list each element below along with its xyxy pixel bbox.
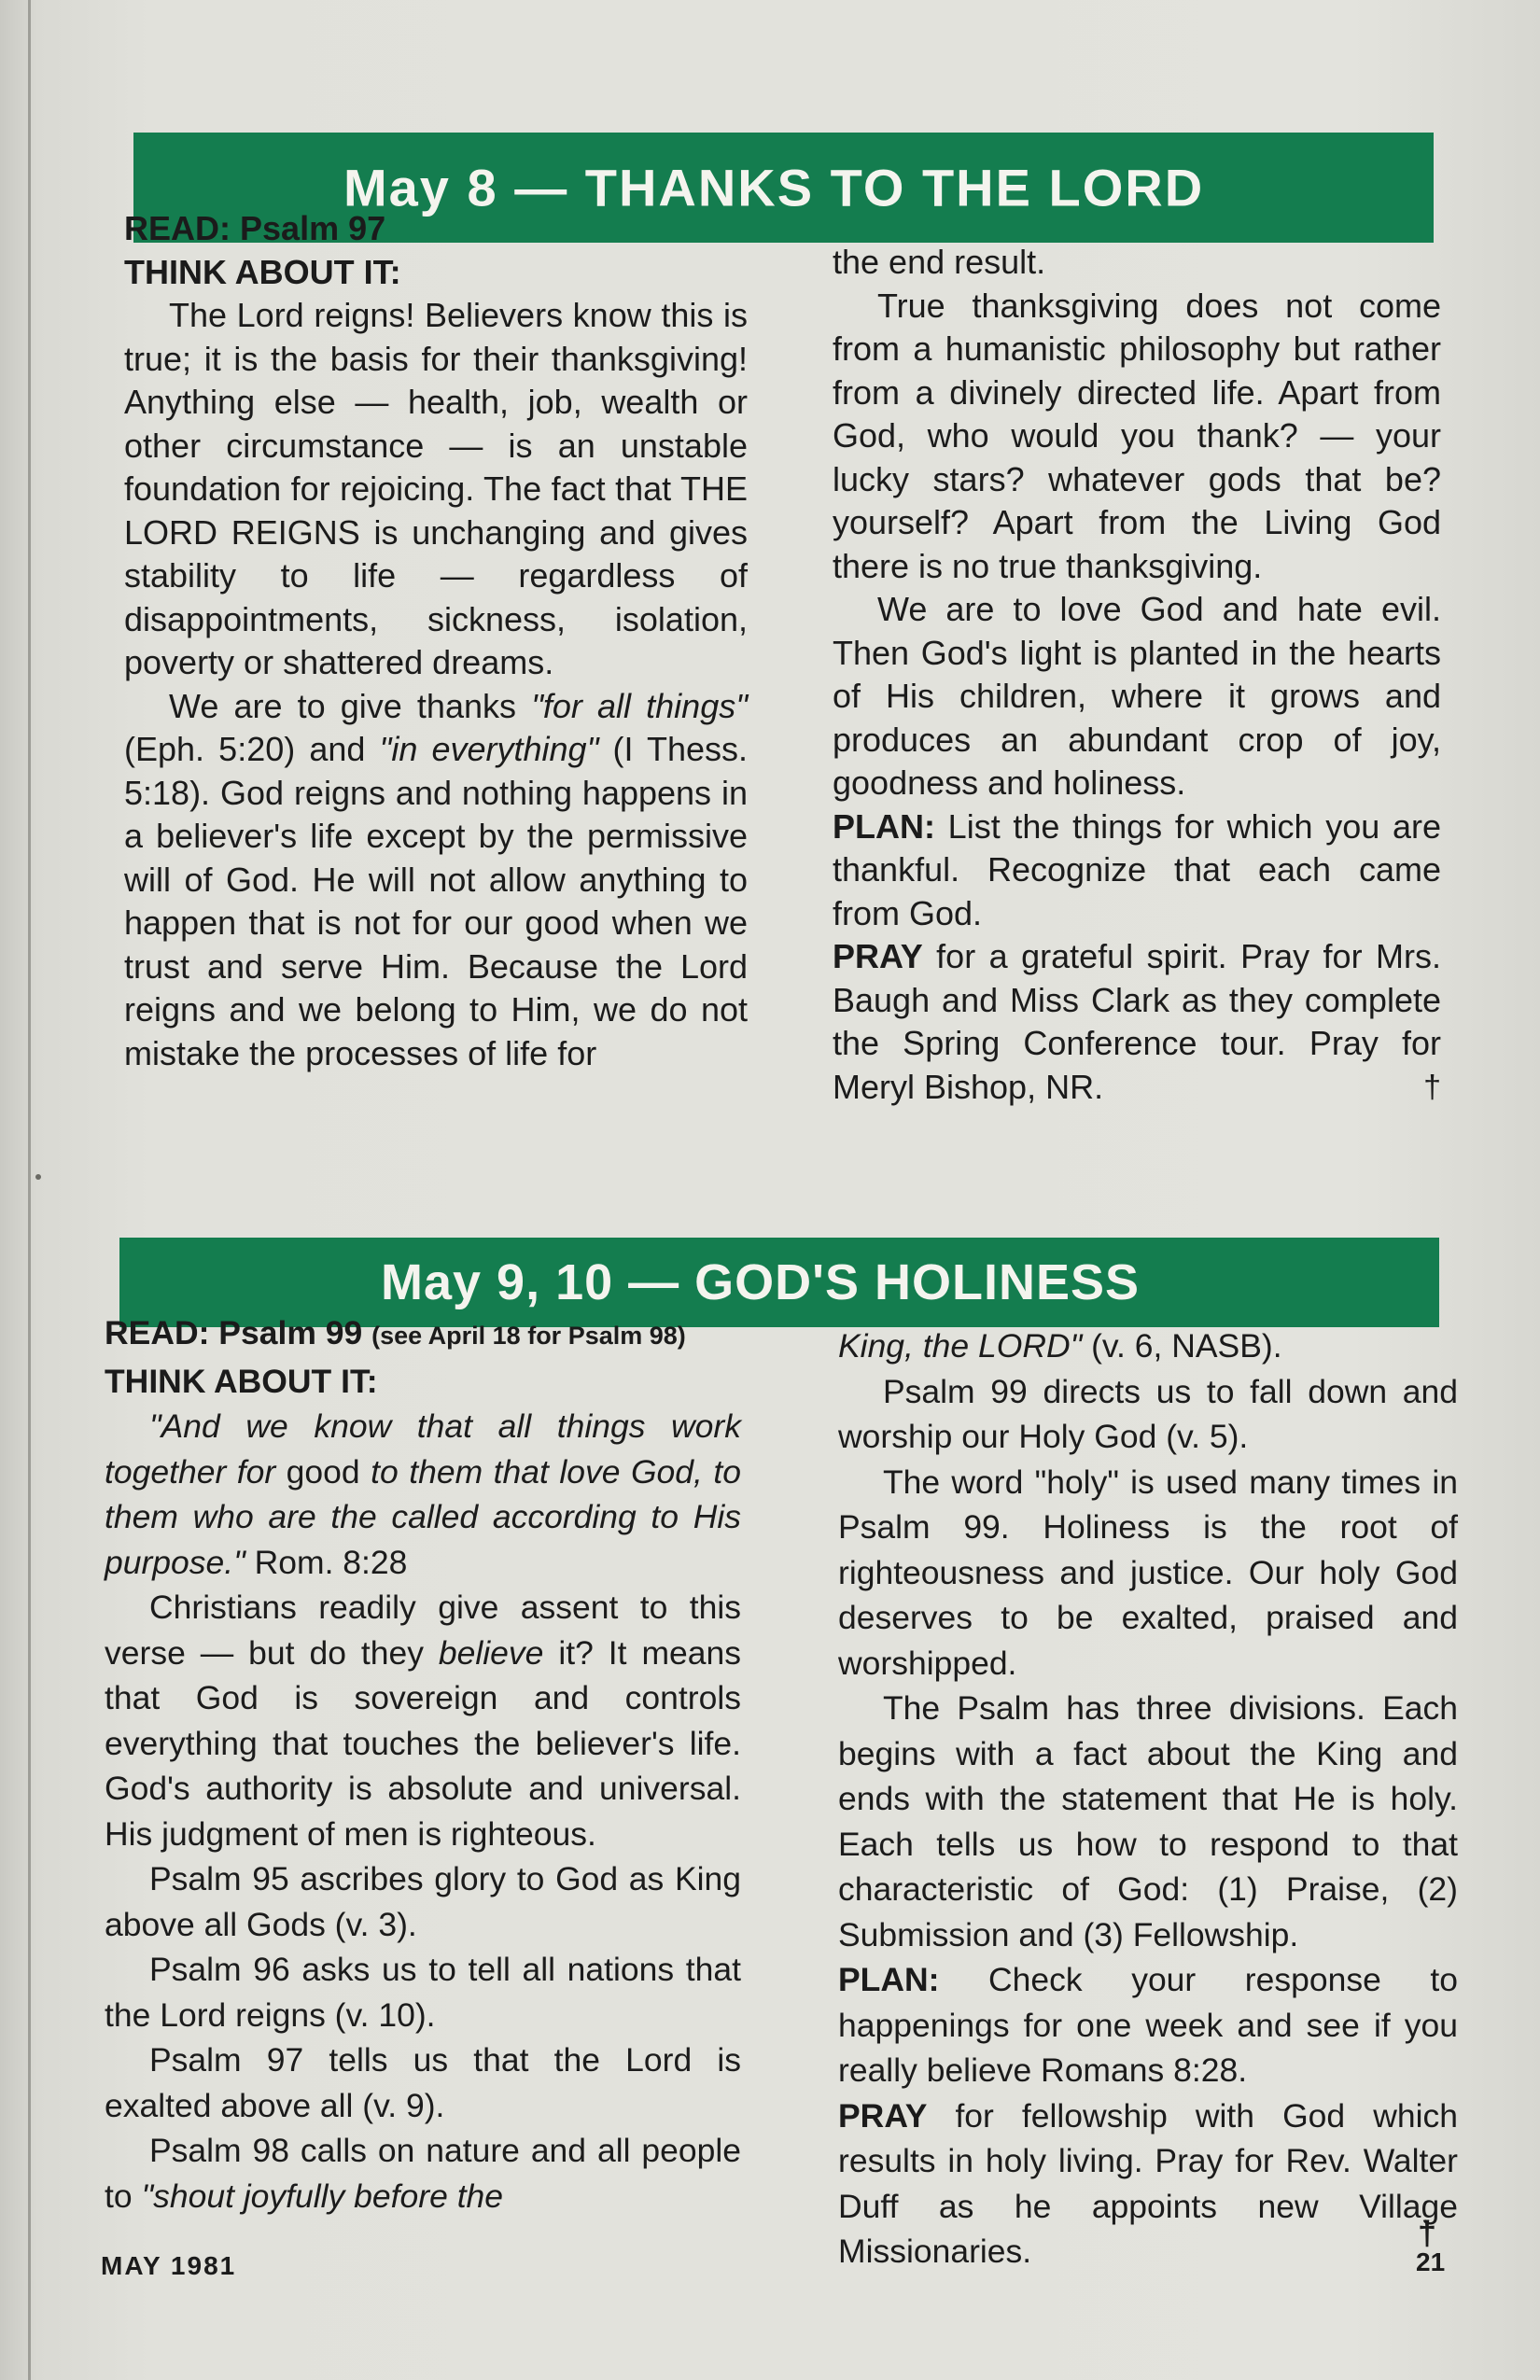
section-1-paragraph: The Lord reigns! Believers know this is true; it is the basis for their thanksgiving! Anything else — health, job, wealth or other circumstance — is an unstable foundation for rejoicing. The fact that THE LORD REIGNS is unchanging and gives stability to life — regardless of disappointments, sickness, isolation, poverty or shattered dreams. — [124, 296, 748, 681]
section-1-paragraph: We are to love God and hate evil. Then God's light is planted in the hearts of His children, where it grows and produces an abundant crop of joy, goodness and holiness. — [833, 590, 1441, 802]
page-number — [1416, 2214, 1446, 2277]
section-2-quote — [105, 1404, 741, 1585]
plan-label: PLAN: — [838, 1961, 940, 1998]
section-2-pray — [838, 2093, 1458, 2275]
text-span: (I Thess. 5:18). God reigns and nothing happens in a believer's life except by the permissive will of God. He will not allow anything to happen that is not for our good when we trust and serve Him. Because the Lord reigns and we belong to Him, we do not mistake the processes of life for — [124, 730, 748, 1072]
section-2-think-heading: THINK ABOUT IT: — [105, 1362, 378, 1400]
section-1-paragraph: True thanksgiving does not come from a humanistic philosophy but rather from a divinely directed life. Apart from God, who would you thank? — your lucky stars? whatever gods that be? yourself? Apart from the Living God there is no true thanksgiving. — [833, 286, 1441, 585]
section-1-title: May 8 — THANKS TO THE LORD — [343, 158, 1205, 217]
plan-text: List the things for which you are thankful. Recognize that each came from God. — [833, 806, 1441, 932]
read-label: READ: — [124, 209, 231, 247]
section-2-left-column — [105, 1310, 741, 2219]
issue-footer: MAY 1981 — [101, 2251, 237, 2280]
section-2-paragraph — [105, 2128, 741, 2219]
read-passage: Psalm 97 — [240, 209, 386, 247]
italic-quote: to them that love God, to them who are the called according to His purpose." — [105, 1452, 741, 1581]
italic-quote: "in everything" — [379, 730, 599, 768]
section-2-title: May 9, 10 — GOD'S HOLINESS — [381, 1254, 1141, 1310]
pray-label: PRAY — [838, 2096, 928, 2135]
cross-icon: † — [1418, 2214, 1437, 2252]
italic-quote: "And we know that all things work together for — [105, 1407, 741, 1491]
print-speck — [35, 1174, 41, 1180]
section-2-paragraph — [105, 1585, 741, 1856]
section-2-paragraph — [838, 1323, 1458, 1369]
text-span: Christians readily give assent to this verse — but do they — [105, 1589, 741, 1672]
text-span: Psalm 98 calls on nature and all people to — [105, 2132, 741, 2215]
section-1-left-column — [124, 207, 748, 1075]
section-2-paragraph: Psalm 99 directs us to fall down and worship our Holy God (v. 5). — [838, 1372, 1458, 1455]
section-2-paragraph: The word "holy" is used many times in Psalm 99. Holiness is the root of righteousness and justice. Our holy God deserves to be exalted, praised and worshipped. — [838, 1463, 1458, 1682]
text-span: (v. 6, NASB). — [1082, 1327, 1282, 1365]
italic-quote: "for all things" — [531, 686, 748, 725]
text-span: We are to give thanks — [169, 686, 532, 725]
section-2-read-line — [105, 1310, 741, 1359]
section-2-right-column — [838, 1323, 1458, 2275]
section-1-think-heading: THINK ABOUT IT: — [124, 252, 401, 291]
pray-text: for a grateful spirit. Pray for Mrs. Baugh and Miss Clark as they complete the Spring Conference tour. Pray for Meryl Bishop, NR. — [833, 937, 1441, 1106]
section-1-read-line — [124, 207, 748, 251]
cross-icon: † — [1423, 1069, 1441, 1105]
section-1-right-column — [833, 241, 1441, 1109]
section-2-paragraph: Psalm 95 ascribes glory to God as King above all Gods (v. 3). — [105, 1860, 741, 1943]
section-1-plan — [833, 805, 1441, 936]
text-span: (Eph. 5:20) and — [124, 730, 380, 768]
pray-label: PRAY — [833, 937, 923, 975]
plan-label: PLAN: — [833, 806, 935, 846]
section-1-pray — [833, 935, 1441, 1109]
read-note: (see April 18 for Psalm 98) — [371, 1322, 686, 1350]
text-span: good — [286, 1452, 360, 1491]
section-1-paragraph: the end result. — [833, 243, 1046, 281]
section-2-paragraph: Psalm 97 tells us that the Lord is exalted above all (v. 9). — [105, 2041, 741, 2124]
read-passage: Psalm 99 — [218, 1314, 363, 1351]
page-spine-shadow — [28, 0, 31, 2380]
quote-reference: Rom. 8:28 — [245, 1543, 408, 1581]
italic-quote: King, the LORD" — [838, 1327, 1083, 1365]
section-2-paragraph: Psalm 96 asks us to tell all nations that the Lord reigns (v. 10). — [105, 1951, 741, 2034]
section-2-paragraph: The Psalm has three divisions. Each begins with a fact about the King and ends with the statement that He is holy. Each tells us how to respond to that characteristic of God: (1) Praise, (2) Submission and (3) Fellowship. — [838, 1689, 1458, 1953]
plan-text: Check your response to happenings for one week and see if you really believe Romans 8:28. — [838, 1961, 1458, 2089]
page-number-text: 21 — [1416, 2247, 1446, 2276]
italic-word: believe — [438, 1633, 544, 1672]
pray-text: for fellowship with God which results in holy living. Pray for Rev. Walter Duff as he appoints new Village Missionaries. — [838, 2096, 1458, 2270]
read-label: READ: — [105, 1314, 210, 1351]
section-2-plan — [838, 1957, 1458, 2093]
section-1-paragraph — [124, 685, 748, 1076]
italic-quote: "shout joyfully before the — [141, 2177, 504, 2215]
text-span: it? It means that God is sovereign and controls everything that touches the believer's life. God's authority is absolute and universal. His judgment of men is righteous. — [105, 1633, 741, 1853]
